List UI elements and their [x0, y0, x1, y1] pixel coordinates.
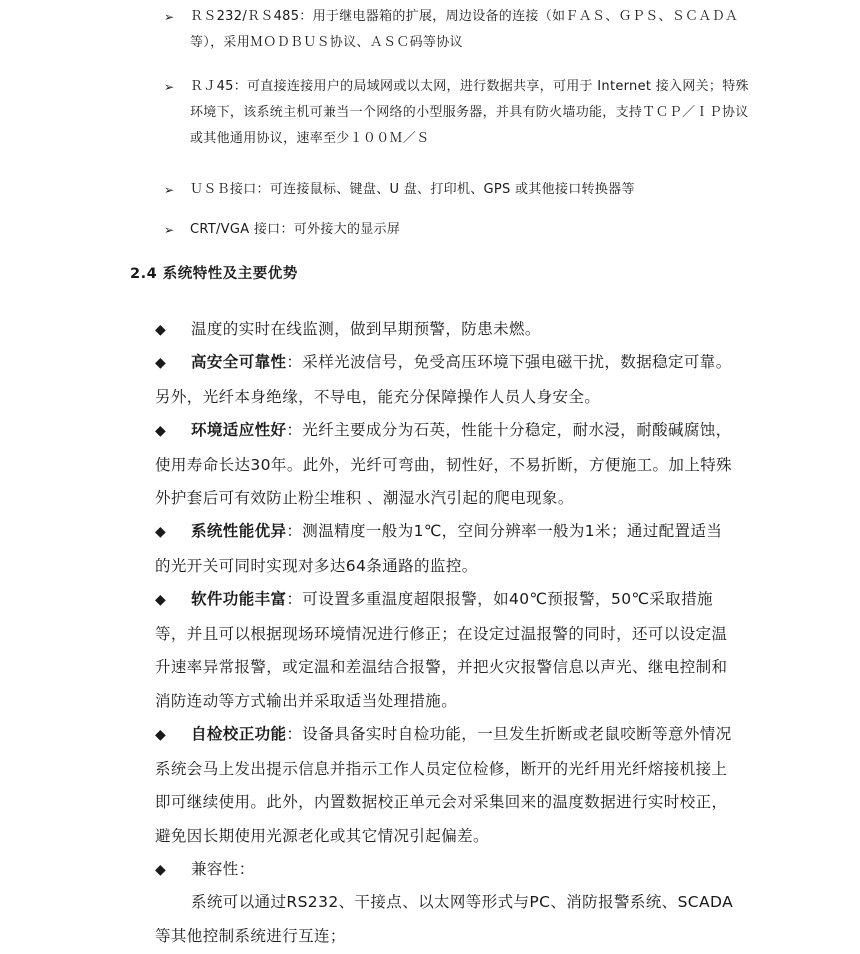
list-item-rj45 — [164, 74, 750, 152]
feature-heading: 高安全可靠性 — [191, 353, 287, 371]
feature-performance — [155, 515, 735, 583]
feature-text: ：光纤主要成分为石英，性能十分稳定，耐水浸，耐酸碱腐蚀，使用寿命长达30年。此外，光纤可弯曲，韧性好，不易折断，方便施工。加上特殊外护套后可有效防止粉尘堆积 、潮湿水汽引起的爬电现象。 — [155, 421, 733, 507]
diamond-bullet-icon: ◆ — [155, 423, 167, 439]
feature-selfcheck — [155, 718, 735, 853]
list-item-usb — [164, 177, 750, 203]
feature-environment — [155, 414, 735, 516]
feature-text: ：可设置多重温度超限报警，如40℃预报警，50℃采取措施等，并且可以根据现场环境情况进行修正；在设定过温报警的同时，还可以设定温升速率异常报警，或定温和差温结合报警，并把火灾报警信息以声光、继电控制和消防连动等方式输出并采取适当处理措施。 — [155, 590, 728, 710]
list-item-text: ＲＪ45：可直接连接用户的局域网或以太网，进行数据共享，可用于 Internet 接入网关；特殊环境下，该系统主机可兼当一个网络的小型服务器，并具有防火墙功能，支持ＴＣＰ／ＩＰ协议或其他通用协议，速率至少１００Ｍ／Ｓ — [190, 79, 749, 146]
list-item-rs232 — [164, 4, 750, 56]
diamond-bullet-icon: ◆ — [155, 592, 167, 608]
feature-text: 温度的实时在线监测，做到早期预警，防患未燃。 — [191, 320, 541, 338]
arrow-bullet-icon: ➢ — [164, 10, 175, 24]
compatibility-detail: 系统可以通过RS232、干接点、以太网等形式与PC、消防报警系统、SCADA等其他控制系统进行互连； — [155, 893, 734, 945]
feature-realtime — [155, 313, 735, 348]
diamond-bullet-icon: ◆ — [155, 524, 167, 540]
diamond-bullet-icon: ◆ — [155, 727, 167, 743]
feature-heading: 环境适应性好 — [191, 421, 287, 439]
list-item-vga — [164, 217, 750, 243]
feature-heading: 软件功能丰富 — [191, 590, 287, 608]
list-item-text: ＵＳＢ接口：可连接鼠标、键盘、U 盘、打印机、GPS 或其他接口转换器等 — [190, 182, 635, 197]
list-item-text: ＲＳ232/ＲＳ485：用于继电器箱的扩展，周边设备的连接（如ＦＡＳ、ＧＰＳ、ＳＣＡＤＡ等），采用ＭＯＤＢＵＳ协议、ＡＳＣ码等协议 — [190, 9, 739, 50]
feature-text: ：测温精度一般为1℃，空间分辨率一般为1米；通过配置适当的光开关可同时实现对多达64条通路的监控。 — [155, 522, 723, 575]
feature-text: 兼容性： — [191, 860, 255, 878]
section-heading: 2.4 系统特性及主要优势 — [130, 266, 298, 282]
feature-heading: 自检校正功能 — [191, 725, 287, 743]
arrow-bullet-icon: ➢ — [164, 183, 175, 197]
list-item-text: CRT/VGA 接口：可外接大的显示屏 — [190, 222, 401, 237]
diamond-bullet-icon: ◆ — [155, 355, 167, 371]
feature-heading: 系统性能优异 — [191, 522, 287, 540]
feature-text: ：采样光波信号，免受高压环境下强电磁干扰，数据稳定可靠。 另外，光纤本身绝缘，不导电，能充分保障操作人员人身安全。 — [155, 353, 732, 406]
feature-software — [155, 583, 735, 718]
diamond-bullet-icon: ◆ — [155, 322, 167, 338]
arrow-bullet-icon: ➢ — [164, 223, 175, 237]
diamond-bullet-icon: ◆ — [155, 862, 167, 878]
feature-compatibility — [155, 853, 735, 888]
feature-safety — [155, 346, 735, 414]
arrow-bullet-icon: ➢ — [164, 80, 175, 94]
feature-text: ：设备具备实时自检功能，一旦发生折断或老鼠咬断等意外情况系统会马上发出提示信息并指示工作人员定位检修，断开的光纤用光纤熔接机接上即可继续使用。此外，内置数据校正单元会对采集回来的温度数据进行实时校正，避免因长期使用光源老化或其它情况引起偏差。 — [155, 725, 732, 845]
